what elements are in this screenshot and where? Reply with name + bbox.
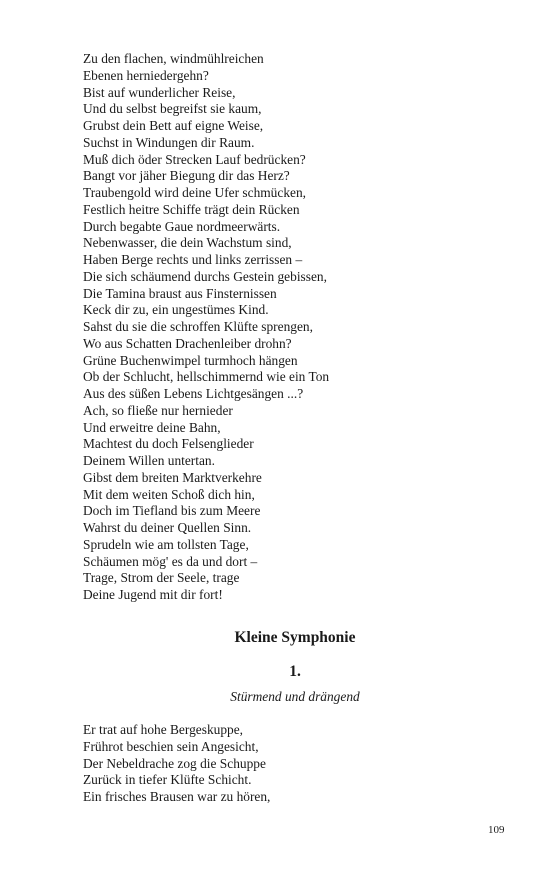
poem-line: Und du selbst begreifst sie kaum, xyxy=(83,101,262,117)
poem-continuation xyxy=(83,51,503,604)
poem-line: Aus des süßen Lebens Lichtgesängen ...? xyxy=(83,386,304,401)
poem-line: Trage, Strom der Seele, trage xyxy=(83,570,240,586)
poem-line: Zurück in tiefer Klüfte Schicht. xyxy=(83,772,252,788)
poem-line: Haben Berge rechts und links zerrissen – xyxy=(83,252,303,267)
poem-line: Schäumen mög' es da und dort – xyxy=(83,553,258,569)
poem-line: Und erweitre deine Bahn, xyxy=(83,419,221,435)
poem-line: Suchst in Windungen dir Raum. xyxy=(83,134,255,150)
poem-line: Wo aus Schatten Drachenleiber drohn? xyxy=(83,335,292,351)
poem-line: Durch begabte Gaue nordmeerwärts. xyxy=(83,218,281,234)
poem-line: Der Nebeldrache zog die Schuppe xyxy=(83,755,266,771)
poem-line: Ach, so fließe nur hernieder xyxy=(83,402,233,418)
poem-line: Bangt vor jäher Biegung dir das Herz? xyxy=(83,168,290,184)
section-number: 1. xyxy=(289,663,301,680)
poem-line: Grubst dein Bett auf eigne Weise, xyxy=(83,118,264,133)
poem-line: Gibst dem breiten Marktverkehre xyxy=(83,469,262,485)
poem-line: Sprudeln wie am tollsten Tage, xyxy=(83,536,249,552)
poem-line: Grüne Buchenwimpel turmhoch hängen xyxy=(83,352,298,368)
section-title: Kleine Symphonie xyxy=(234,629,356,646)
poem-line: Doch im Tiefland bis zum Meere xyxy=(83,503,261,519)
poem-line: Sahst du sie die schroffen Klüfte sprengen, xyxy=(83,319,313,334)
poem-new xyxy=(83,722,503,806)
poem-line: Ebenen herniedergehn? xyxy=(83,67,209,83)
poem-line: Ob der Schlucht, hellschimmernd wie ein Ton xyxy=(83,369,330,385)
poem-line: Deine Jugend mit dir fort! xyxy=(83,587,223,602)
poem-line: Deinem Willen untertan. xyxy=(83,453,215,468)
poem-line: Traubengold wird deine Ufer schmücken, xyxy=(83,185,306,200)
poem-line: Die sich schäumend durchs Gestein gebissen, xyxy=(83,268,327,284)
poem-line: Festlich heitre Schiffe trägt dein Rücken xyxy=(83,201,300,217)
poem-line: Keck dir zu, ein ungestümes Kind. xyxy=(83,302,269,318)
poem-line: Mit dem weiten Schoß dich hin, xyxy=(83,486,255,502)
section-subtitle: Stürmend und drängend xyxy=(230,689,360,704)
poem-line: Nebenwasser, die dein Wachstum sind, xyxy=(83,235,292,251)
poem-line: Zu den flachen, windmühlreichen xyxy=(83,51,264,66)
poem-line: Frührot beschien sein Angesicht, xyxy=(83,738,259,754)
poem-line: Machtest du doch Felsenglieder xyxy=(83,436,254,452)
poem-line: Bist auf wunderlicher Reise, xyxy=(83,84,236,100)
poem-line: Ein frisches Brausen war zu hören, xyxy=(83,789,271,804)
poem-line: Er trat auf hohe Bergeskuppe, xyxy=(83,722,244,737)
poem-line: Muß dich öder Strecken Lauf bedrücken? xyxy=(83,151,306,167)
page-number: 109 xyxy=(488,824,505,836)
poem-line: Die Tamina braust aus Finsternissen xyxy=(83,285,277,301)
poem-line: Wahrst du deiner Quellen Sinn. xyxy=(83,520,252,535)
